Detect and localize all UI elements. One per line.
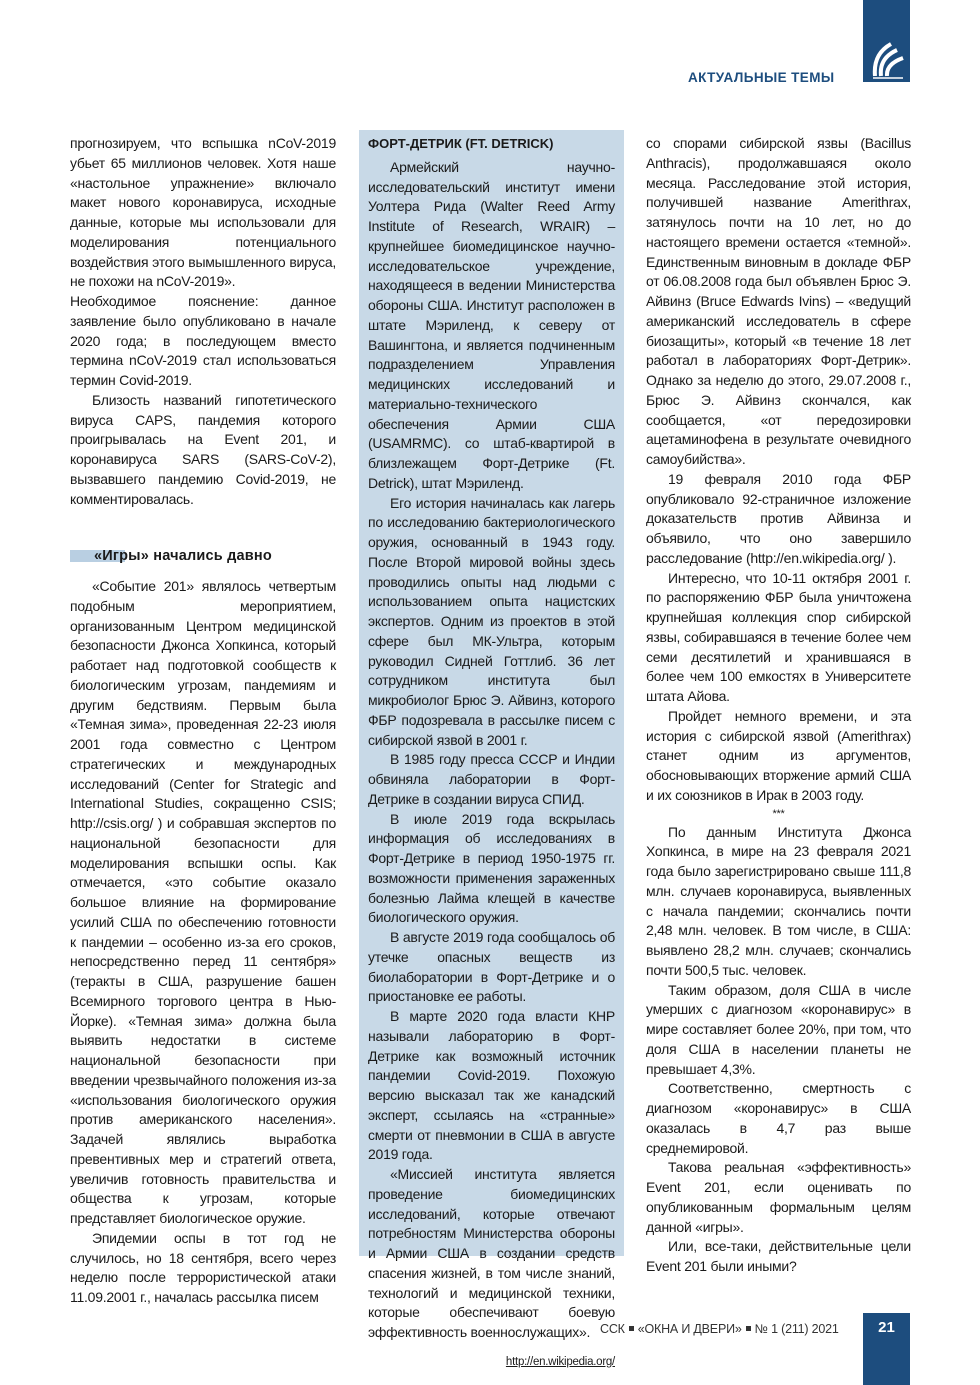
paragraph: Соответственно, смертность с диагнозом «коронавирус» в США оказалась в 4,7 раз выше среднемировой.	[646, 1080, 911, 1156]
section-tab	[863, 0, 910, 82]
sidebar-title: ФОРТ-ДЕТРИК (FT. DETRICK)	[368, 136, 554, 151]
paragraph: По данным Института Джонса Хопкинса, в мире на 23 февраля 2021 года было зарегистрировано свыше 111,8 млн. случаев коронавируса, выявленных с начала пандемии; скончались почти 2,48 млн. человек. В том числе, в США: выявлено 28,2 млн. случаев; скончались почти 500,5 тыс. человек.	[646, 823, 911, 978]
page-number: 21	[878, 1319, 895, 1336]
paragraph: Армейский научно-исследовательский институт имени Уолтера Рида (Walter Reed Army Institute of Research, WRAIR) – крупнейшее биомедицинское научно-исследовательское учреждение, находящееся в ведении Министерства обороны США. Институт расположен в штате Мэриленд, к северу от Вашингтона, и является подчиненным подразделением Управления медицинских исследований и материально-технического обеспечения Армии США (USAMRMC). со штаб-квартирой в близлежащем Форт-Детрике (Ft. Detrick), штат Мэриленд.	[368, 158, 615, 491]
bullet-icon	[629, 1326, 634, 1331]
footer-publisher: ССК	[600, 1322, 625, 1336]
column-left	[70, 134, 336, 1308]
paragraph: Эпидемии оспы в тот год не случилось, но 18 сентября, всего через неделю после террористической атаки 11.09.2001 г., началась рассылка писем	[70, 1229, 336, 1305]
paragraph: 19 февраля 2010 года ФБР опубликовало 92-страничное изложение доказательств против Айвинза и объявило, что оно завершило расследование (http://en.wikipedia.org/ ).	[646, 470, 911, 566]
paragraph: со спорами сибирской язвы (Bacillus Anthracis), продолжавшаяся около месяца. Расследование этой история, получившей название Amerithrax, затянулось почти на 10 лет, но до настоящего времени остается «темной». Единственным виновным в докладе ФБР от 06.08.2008 года был объявлен Брюс Э. Айвинз (Bruce Edwards Ivins) – «ведущий американский исследователь в сфере биозащиты», который «в течение 18 лет работал в лабораториях Форт-Детрик». Однако за неделю до этого, 29.07.2008 г., Брюс Э. Айвинз скончался, как сообщается, «от передозировки ацетаминофена в результате очевидного самоубийства».	[646, 135, 911, 467]
paragraph: «Миссией института является проведение биомедицинских исследований, которые отвечают потребностям Министерства обороны и Армии США в создании средств спасения жизней, в том числе знаний, технологий и медицинской техники, которые обеспечивают боевую эффективность военнослужащих».	[368, 1166, 615, 1340]
paragraph: В августе 2019 года сообщалось об утечке опасных веществ из биолаборатории в Форт-Детрике и о приостановке ее работы.	[368, 929, 615, 1005]
page-number-tab	[863, 1313, 910, 1385]
footer-issue: № 1 (211) 2021	[754, 1322, 839, 1336]
paragraph: Таким образом, доля США в числе умерших с диагнозом «коронавирус» в мире составляет более 20%, при том, что доля США в населении планеты не превышает 4,3%.	[646, 981, 911, 1077]
paragraph: Такова реальная «эффективность» Event 201, если оценивать по опубликованным формальным целям данной «игры».	[646, 1159, 911, 1235]
source-link[interactable]: http://en.wikipedia.org/	[505, 1355, 615, 1368]
paragraph: Пройдет немного времени, и эта история с сибирской язвой (Amerithrax) станет одним из аргументов, обосновывающих вторжение армий США и их союзников в Ирак в 2003 году.	[646, 707, 911, 803]
footer	[600, 1322, 839, 1336]
paragraph: В марте 2020 года власти КНР называли лабораторию в Форт-Детрике как возможный источник пандемии Covid-2019. Похожую версию высказал так же канадский эксперт, ссылаясь на «странные» смерти от пневмонии в США в августе 2019 года.	[368, 1008, 615, 1163]
paragraph: Необходимое пояснение: данное заявление было опубликовано в начале 2020 года; в последующем вместо термина nCoV-2019 стал использоваться термин Covid-2019.	[70, 293, 336, 388]
paragraph: В июле 2019 года вскрылась информация об исследованиях в Форт-Детрике в период 1950-1975 гг. возможности применения зараженных болезнью Лайма клещей в качестве биологического оружия.	[368, 810, 615, 926]
paragraph: В 1985 году пресса СССР и Индии обвиняла лаборатории в Форт-Детрике в создании вируса СПИД.	[368, 751, 615, 807]
subheading: «Игры» начались давно	[70, 547, 336, 567]
bullet-icon	[746, 1326, 751, 1331]
paragraph: Интересно, что 10-11 октября 2001 г. по распоряжению ФБР была уничтожена крупнейшая коллекция спор сибирской язвы, собиравшаяся в течение более чем семи десятилетий и хранившаяся в более чем 100 емкостях в Университете штата Айова.	[646, 569, 911, 704]
column-right	[646, 134, 911, 1277]
section-title: АКТУАЛЬНЫЕ ТЕМЫ	[688, 70, 835, 85]
sidebar-column	[368, 134, 615, 1373]
footer-magazine: «ОКНА И ДВЕРИ»	[637, 1322, 742, 1336]
paragraph: Или, все-таки, действительные цели Event 201 были иными?	[646, 1238, 911, 1274]
separator: ***	[772, 807, 785, 820]
paragraph: «Событие 201» являлось четвертым подобным мероприятием, организованным Центром медицинской безопасности Джонса Хопкинса, который работает над подготовкой сообществ к биологическим угрозам, пандемиям и другим бедствиям. Первым была «Темная зима», проведенная 22-23 июля 2001 года совместно с Центром стратегических и международных исследований (Center for Strategic and International Studies, сокращенно CSIS; http://csis.org/ ) и собравшая экспертов по национальной безопасности для моделирования вспышки оспы. Как отмечается, «это событие оказало большое влияние на формирование усилий США по обеспечению готовности к пандемии – особенно из-за его сроков, непосредственно перед 11 сентября» (теракты в США, разрушение башен Всемирного торгового центра в Нью-Йорке). «Темная зима» должна была выявить недостатки в системе национальной безопасности при введении чрезвычайного положения из-за «использования биологического оружия против американского населения». Задачей являлись выработка превентивных мер и стратегий ответа, увеличив готовность правительства и общества к угрозам, которые представляет биологическое оружие.	[70, 578, 336, 1226]
paragraph: Его история начиналась как лагерь по исследованию бактериологического оружия, основанный в 1943 году. После Второй мировой войны здесь проводились опыты над людьми с использованием опыта нацистских экспертов. Одним из проектов в этой сфере был МК-Ультра, которым руководил Сидней Готтлиб. 36 лет сотрудником института был микробиолог Брюс Э. Айвинз, которого ФБР подозревала в рассылке писем с сибирской язвой в 2001 г.	[368, 494, 615, 748]
paragraph: прогнозируем, что вспышка nCoV-2019 убьет 65 миллионов человек. Хотя наше «настольное упражнение» включало макет нового коронавируса, исходные данные, которые мы использовали для моделирования потенциального воздействия этого вымышленного вируса, не похожи на nCoV-2019».	[70, 135, 336, 290]
magazine-logo-icon	[867, 36, 905, 80]
paragraph: Близость названий гипотетического вируса CAPS, пандемия которого проигрывалась на Event 201, и коронавируса SARS (SARS-CoV-2), вызвавшего пандемию Covid-2019, не комментировалась.	[70, 391, 336, 507]
